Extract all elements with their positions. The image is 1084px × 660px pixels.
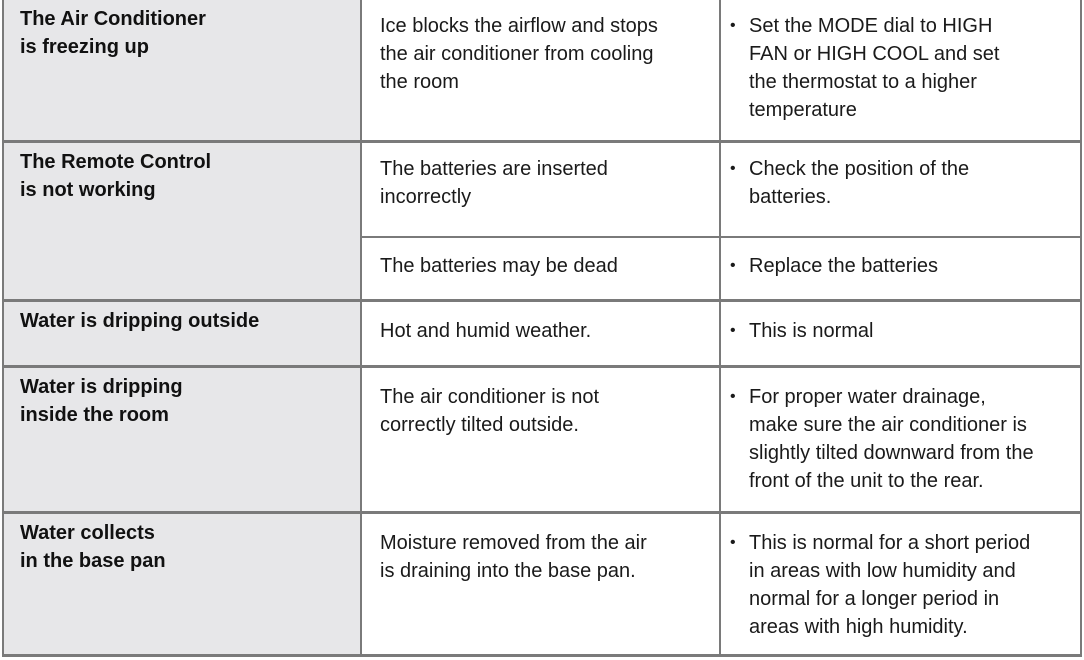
cause-solution-pair bbox=[362, 0, 1080, 140]
solution-cell bbox=[721, 514, 1080, 654]
bullet-icon: • bbox=[730, 17, 736, 34]
problem-text: The Air Conditioner bbox=[20, 8, 206, 30]
solution-text: make sure the air conditioner is bbox=[749, 414, 1027, 436]
solution-text: This is normal bbox=[749, 320, 874, 342]
bullet-icon: • bbox=[730, 388, 736, 405]
problem-text: in the base pan bbox=[20, 550, 166, 572]
problem-text: Water is dripping outside bbox=[20, 310, 260, 332]
problem-cell bbox=[4, 143, 362, 299]
problem-text: Water collects bbox=[20, 522, 155, 544]
solution-text: Set the MODE dial to HIGH bbox=[749, 15, 993, 37]
solution-text: This is normal for a short period bbox=[749, 532, 1031, 554]
cause-cell bbox=[362, 238, 721, 299]
problem-cell bbox=[4, 0, 362, 140]
cause-cell bbox=[362, 0, 721, 140]
cause-solution-pair bbox=[362, 236, 1080, 299]
cause-text: correctly tilted outside. bbox=[380, 414, 579, 436]
problem-text: Water is dripping bbox=[20, 376, 183, 398]
table-row bbox=[4, 140, 1080, 299]
table-row bbox=[4, 365, 1080, 511]
cause-cell bbox=[362, 143, 721, 236]
cause-solution-pair bbox=[362, 368, 1080, 511]
cause-text: The air conditioner is not bbox=[380, 386, 600, 408]
solution-cell bbox=[721, 302, 1080, 365]
solution-cell bbox=[721, 238, 1080, 299]
solution-text: FAN or HIGH COOL and set bbox=[749, 43, 1000, 65]
bullet-icon: • bbox=[730, 322, 736, 339]
problem-text: is freezing up bbox=[20, 36, 149, 58]
problem-text: The Remote Control bbox=[20, 151, 212, 173]
cause-text: the air conditioner from cooling bbox=[380, 43, 654, 65]
solution-text: Check the position of the bbox=[749, 158, 970, 180]
bullet-icon: • bbox=[730, 160, 736, 177]
solution-cell bbox=[721, 0, 1080, 140]
table-row bbox=[4, 511, 1080, 654]
solution-text: normal for a longer period in bbox=[749, 588, 1000, 610]
problem-cell bbox=[4, 514, 362, 654]
cause-text: Hot and humid weather. bbox=[380, 320, 592, 342]
bullet-icon: • bbox=[730, 534, 736, 551]
solution-text: For proper water drainage, bbox=[749, 386, 986, 408]
solution-text: Replace the batteries bbox=[749, 255, 939, 277]
solution-text: slightly tilted downward from the bbox=[749, 442, 1034, 464]
bullet-icon: • bbox=[730, 257, 736, 274]
solution-text: areas with high humidity. bbox=[749, 616, 968, 638]
cause-text: Ice blocks the airflow and stops bbox=[380, 15, 658, 37]
solution-text: front of the unit to the rear. bbox=[749, 470, 984, 492]
troubleshooting-table bbox=[2, 0, 1082, 657]
cause-text: The batteries are inserted bbox=[380, 158, 608, 180]
cause-text: The batteries may be dead bbox=[380, 255, 618, 277]
solution-text: the thermostat to a higher bbox=[749, 71, 977, 93]
solution-cell bbox=[721, 143, 1080, 236]
solution-text: batteries. bbox=[749, 186, 832, 208]
table-row bbox=[4, 0, 1080, 140]
cause-text: the room bbox=[380, 71, 459, 93]
cause-cell bbox=[362, 368, 721, 511]
cause-cell bbox=[362, 514, 721, 654]
problem-cell bbox=[4, 302, 362, 365]
cause-text: is draining into the base pan. bbox=[380, 560, 636, 582]
cause-solution-pair bbox=[362, 143, 1080, 236]
solution-text: temperature bbox=[749, 99, 857, 121]
cause-solution-pair bbox=[362, 302, 1080, 365]
table-row bbox=[4, 299, 1080, 365]
cause-text: incorrectly bbox=[380, 186, 472, 208]
cause-text: Moisture removed from the air bbox=[380, 532, 647, 554]
solution-text: in areas with low humidity and bbox=[749, 560, 1016, 582]
problem-text: is not working bbox=[20, 179, 156, 201]
cause-solution-pair bbox=[362, 514, 1080, 654]
solution-cell bbox=[721, 368, 1080, 511]
problem-cell bbox=[4, 368, 362, 511]
cause-cell bbox=[362, 302, 721, 365]
problem-text: inside the room bbox=[20, 404, 169, 426]
